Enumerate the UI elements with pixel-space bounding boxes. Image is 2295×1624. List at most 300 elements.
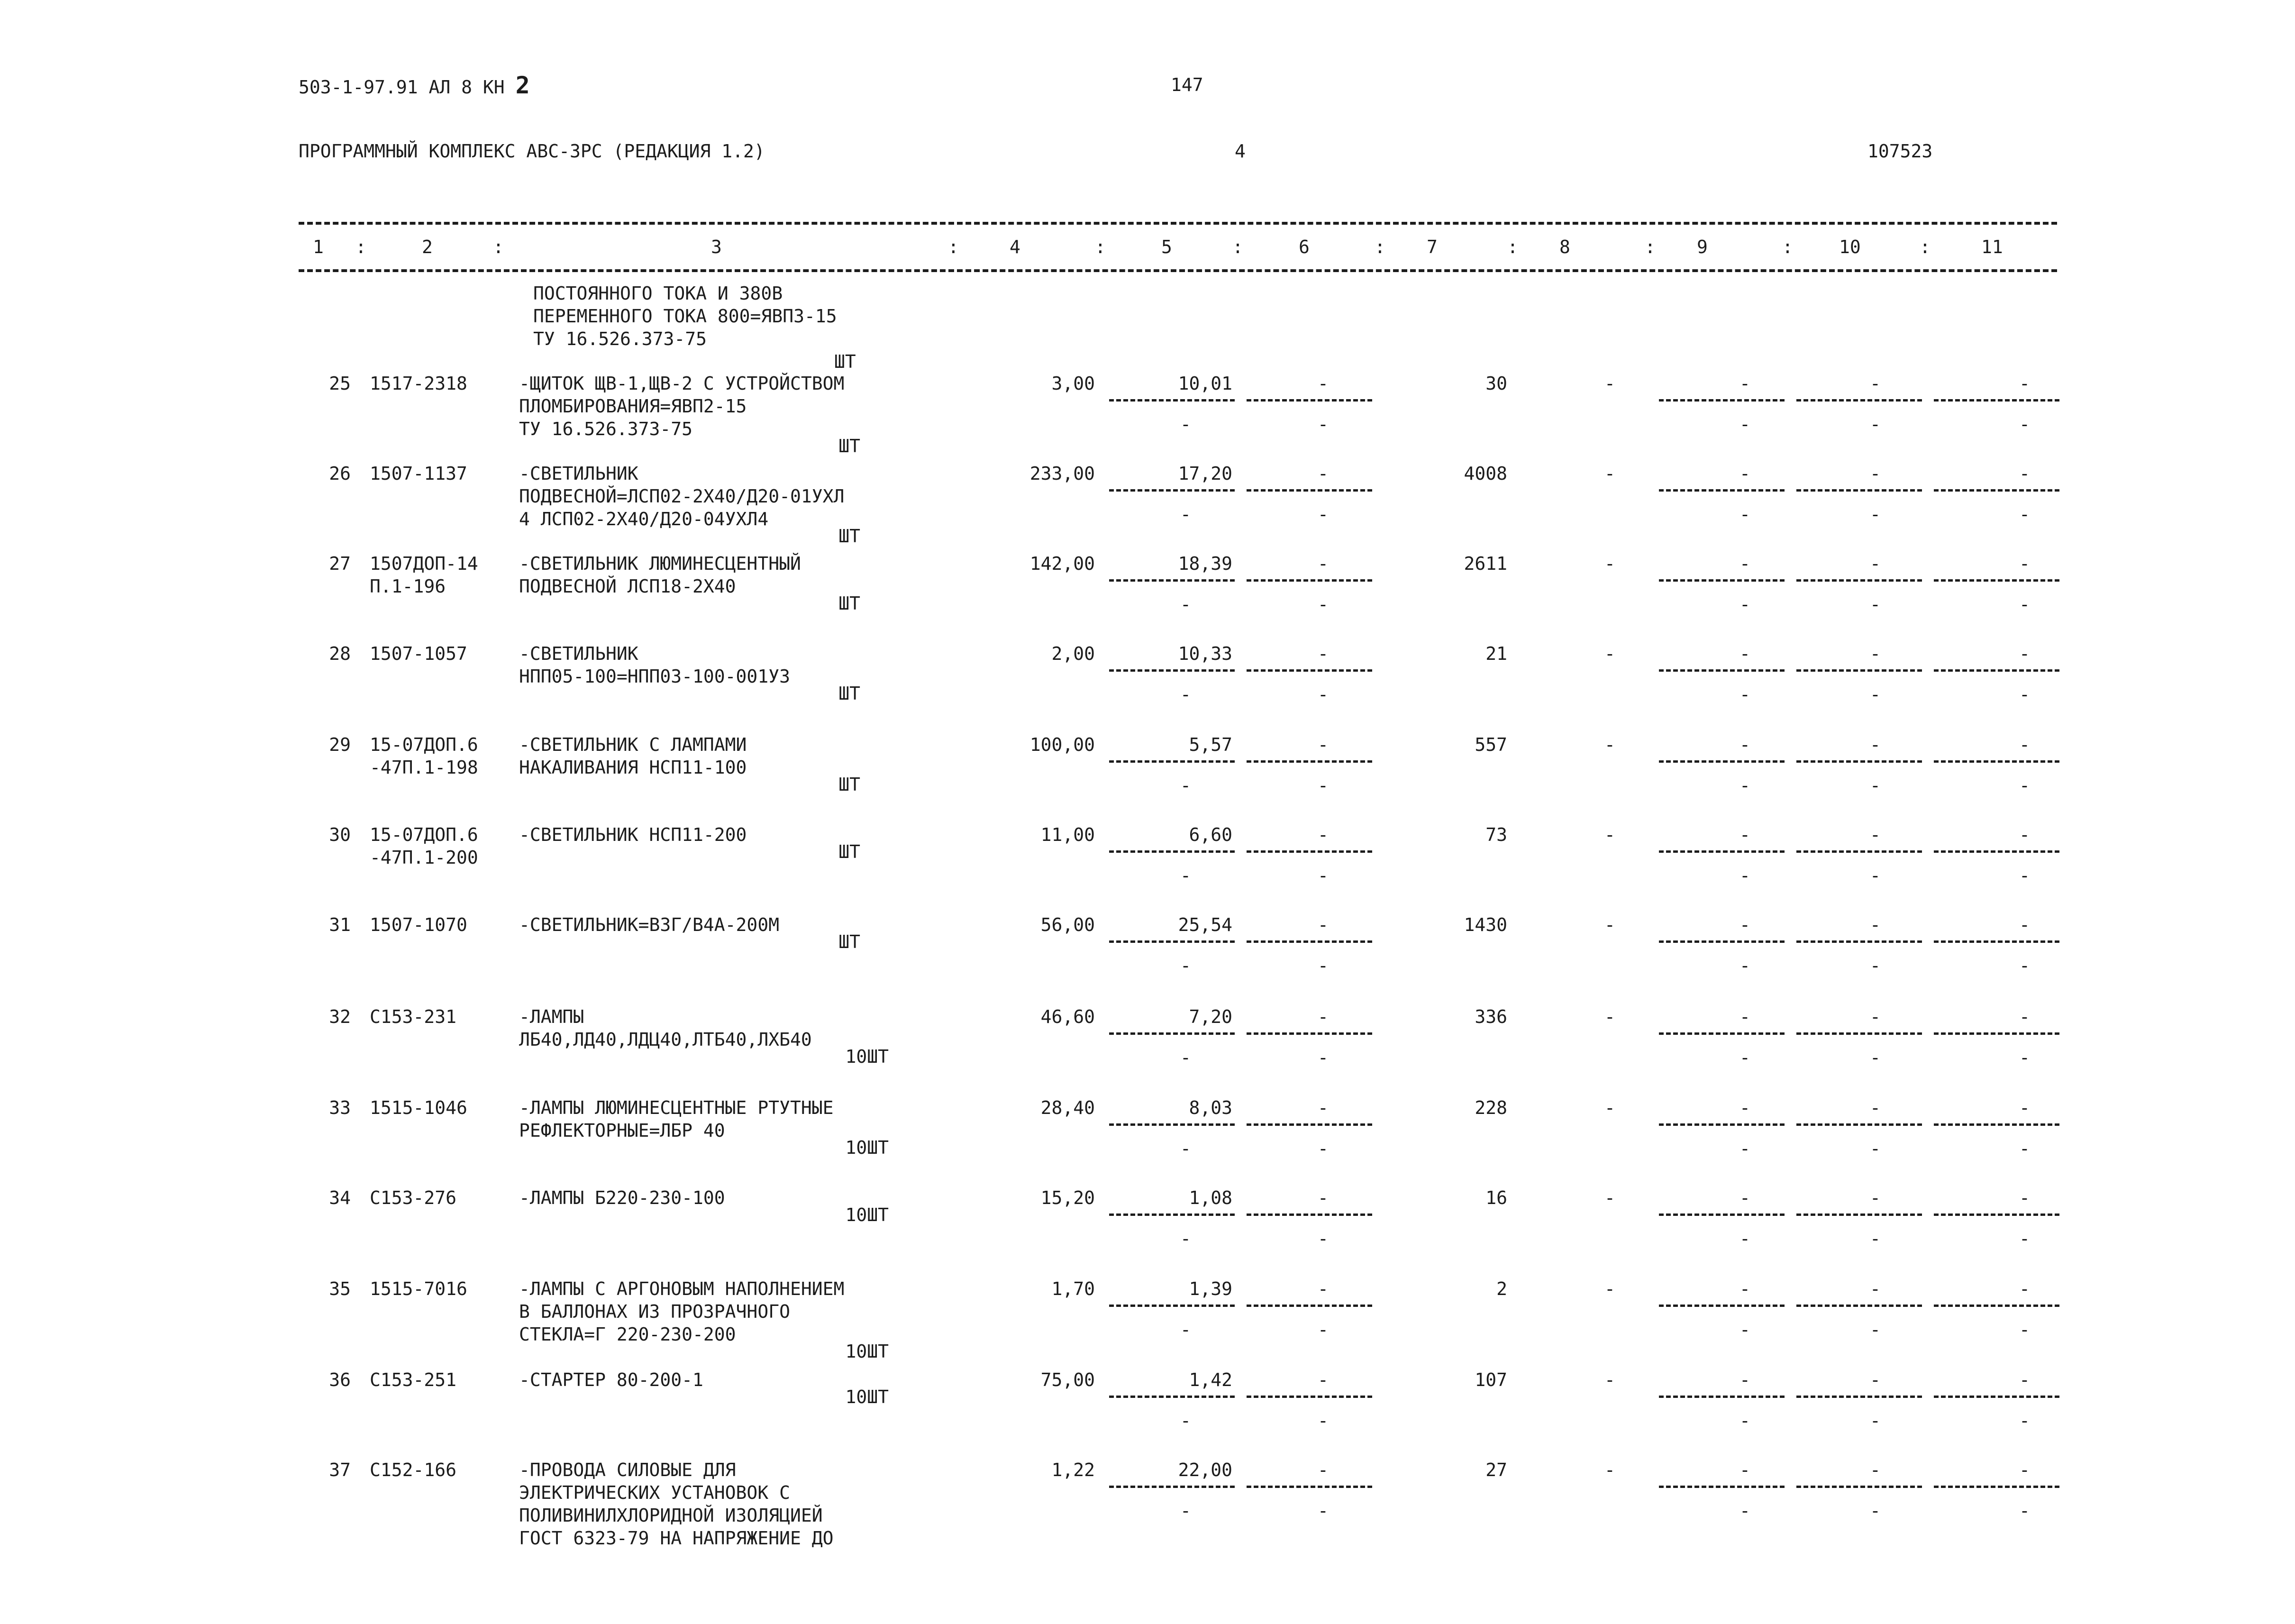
total-cost: 21 xyxy=(1485,643,1507,664)
column-header-9: 9 xyxy=(1697,237,1708,257)
item-description: НПП05-100=НПП03-100-001У3 xyxy=(519,666,790,687)
column-header-5: 5 xyxy=(1161,237,1172,257)
col9-subtotal-dash: - xyxy=(1739,865,1750,886)
subtotal-dash-line xyxy=(1659,1213,1785,1216)
col5-subtotal-dash: - xyxy=(1180,955,1191,976)
row-number: 36 xyxy=(329,1369,351,1390)
col10-subtotal-dash: - xyxy=(1870,865,1881,886)
col6-subtotal-dash: - xyxy=(1318,1410,1329,1431)
col5-subtotal-dash: - xyxy=(1180,1410,1191,1431)
col10-subtotal-dash: - xyxy=(1870,414,1881,435)
col8-dash: - xyxy=(1604,1369,1615,1390)
col10-dash: - xyxy=(1870,1460,1881,1480)
subtotal-dash-line xyxy=(1659,579,1785,582)
col9-subtotal-dash: - xyxy=(1739,1410,1750,1431)
quantity: 56,00 xyxy=(1040,914,1095,935)
total-cost: 2611 xyxy=(1464,553,1507,574)
col9-subtotal-dash: - xyxy=(1739,1047,1750,1068)
col9-dash: - xyxy=(1739,643,1750,664)
unit-of-measure: ШТ xyxy=(838,683,860,704)
item-description: ТУ 16.526.373-75 xyxy=(519,419,693,439)
quantity: 1,70 xyxy=(1051,1278,1095,1299)
item-description: ГОСТ 6323-79 НА НАПРЯЖЕНИЕ ДО xyxy=(519,1528,834,1549)
column-separator: : xyxy=(948,237,959,257)
column-separator: : xyxy=(1782,237,1793,257)
column-separator: : xyxy=(1645,237,1656,257)
item-description: -СВЕТИЛЬНИК С ЛАМПАМИ xyxy=(519,734,747,755)
item-description: ЛБ40,ЛД40,ЛДЦ40,ЛТБ40,ЛХБ40 xyxy=(519,1029,812,1050)
subtotal-dash-line xyxy=(1247,1396,1372,1398)
item-code: -47П.1-198 xyxy=(370,757,478,778)
col10-dash: - xyxy=(1870,643,1881,664)
col11-subtotal-dash: - xyxy=(2019,414,2030,435)
col6-dash: - xyxy=(1318,1369,1329,1390)
col6-subtotal-dash: - xyxy=(1318,1228,1329,1249)
row-number: 27 xyxy=(329,553,351,574)
col10-dash: - xyxy=(1870,373,1881,394)
col11-dash: - xyxy=(2019,1369,2030,1390)
unit-of-measure: 10ШТ xyxy=(845,1204,889,1225)
col10-subtotal-dash: - xyxy=(1870,1410,1881,1431)
subtotal-dash-line xyxy=(1934,850,2059,853)
subtotal-dash-line xyxy=(1247,579,1372,582)
total-cost: 73 xyxy=(1485,824,1507,845)
col10-dash: - xyxy=(1870,1187,1881,1208)
row-number: 26 xyxy=(329,463,351,484)
subtotal-dash-line xyxy=(1934,940,2059,943)
item-code: 1515-7016 xyxy=(370,1278,467,1299)
item-description: -ЩИТОК ЩВ-1,ЩВ-2 С УСТРОЙСТВОМ xyxy=(519,373,845,394)
subtotal-dash-line xyxy=(1659,1305,1785,1307)
unit-of-measure: 10ШТ xyxy=(845,1387,889,1407)
col6-dash: - xyxy=(1318,1278,1329,1299)
subtotal-dash-line xyxy=(1109,940,1235,943)
subtotal-dash-line xyxy=(1659,1486,1785,1488)
item-code: 15-07ДОП.6 xyxy=(370,734,478,755)
col5-subtotal-dash: - xyxy=(1180,1228,1191,1249)
col10-dash: - xyxy=(1870,824,1881,845)
subtotal-dash-line xyxy=(1934,760,2059,763)
column-separator: : xyxy=(493,237,504,257)
subtotal-dash-line xyxy=(1109,669,1235,672)
item-description: -ЛАМПЫ xyxy=(519,1006,584,1027)
col8-dash: - xyxy=(1604,734,1615,755)
unit-of-measure: ШТ xyxy=(838,593,860,614)
program-title: ПРОГРАММНЫЙ КОМПЛЕКС АВС-3РС (РЕДАКЦИЯ 1.2) xyxy=(299,141,765,162)
total-cost: 107 xyxy=(1475,1369,1507,1390)
quantity: 28,40 xyxy=(1040,1097,1095,1118)
column-separator: : xyxy=(1232,237,1243,257)
item-description: ПОЛИВИНИЛХЛОРИДНОЙ ИЗОЛЯЦИЕЙ xyxy=(519,1505,823,1526)
quantity: 2,00 xyxy=(1051,643,1095,664)
subtotal-dash-line xyxy=(1247,669,1372,672)
subtotal-dash-line xyxy=(1247,760,1372,763)
col10-subtotal-dash: - xyxy=(1870,1500,1881,1521)
item-description: -СТАРТЕР 80-200-1 xyxy=(519,1369,703,1390)
col8-dash: - xyxy=(1604,914,1615,935)
col11-subtotal-dash: - xyxy=(2019,1500,2030,1521)
col11-subtotal-dash: - xyxy=(2019,1138,2030,1159)
col6-dash: - xyxy=(1318,463,1329,484)
col9-dash: - xyxy=(1739,1369,1750,1390)
item-description: ЭЛЕКТРИЧЕСКИХ УСТАНОВОК С xyxy=(519,1482,790,1503)
col10-dash: - xyxy=(1870,1278,1881,1299)
subtotal-dash-line xyxy=(1934,1213,2059,1216)
col9-dash: - xyxy=(1739,1187,1750,1208)
subtotal-dash-line xyxy=(1796,1396,1922,1398)
item-description: В БАЛЛОНАХ ИЗ ПРОЗРАЧНОГО xyxy=(519,1301,790,1322)
item-description: ПЛОМБИРОВАНИЯ=ЯВП2-15 xyxy=(519,396,747,417)
col11-dash: - xyxy=(2019,734,2030,755)
col11-subtotal-dash: - xyxy=(2019,865,2030,886)
col5-subtotal-dash: - xyxy=(1180,594,1191,615)
quantity: 75,00 xyxy=(1040,1369,1095,1390)
col10-dash: - xyxy=(1870,463,1881,484)
col5-subtotal-dash: - xyxy=(1180,775,1191,796)
subtotal-dash-line xyxy=(1796,1123,1922,1126)
quantity: 1,22 xyxy=(1051,1460,1095,1480)
column-header-3: 3 xyxy=(711,237,722,257)
unit-cost: 5,57 xyxy=(1189,734,1232,755)
page-number: 4 xyxy=(1235,141,1246,162)
col9-dash: - xyxy=(1739,734,1750,755)
column-header-6: 6 xyxy=(1299,237,1310,257)
row-number: 30 xyxy=(329,824,351,845)
col6-dash: - xyxy=(1318,1187,1329,1208)
col5-subtotal-dash: - xyxy=(1180,1500,1191,1521)
col10-dash: - xyxy=(1870,914,1881,935)
unit-of-measure: ШТ xyxy=(838,774,860,795)
col6-dash: - xyxy=(1318,824,1329,845)
total-cost: 1430 xyxy=(1464,914,1507,935)
subtotal-dash-line xyxy=(1659,850,1785,853)
col10-dash: - xyxy=(1870,734,1881,755)
row-number: 32 xyxy=(329,1006,351,1027)
column-header-1: 1 xyxy=(313,237,324,257)
col9-dash: - xyxy=(1739,914,1750,935)
subtotal-dash-line xyxy=(1109,1032,1235,1035)
subtotal-dash-line xyxy=(1247,399,1372,401)
col9-subtotal-dash: - xyxy=(1739,684,1750,705)
column-separator: : xyxy=(1375,237,1385,257)
subtotal-dash-line xyxy=(1796,669,1922,672)
item-description: -СВЕТИЛЬНИК НСП11-200 xyxy=(519,824,747,845)
subtotal-dash-line xyxy=(1659,760,1785,763)
column-separator: : xyxy=(355,237,366,257)
subtotal-dash-line xyxy=(1659,1032,1785,1035)
subtotal-dash-line xyxy=(1934,489,2059,492)
col11-subtotal-dash: - xyxy=(2019,1410,2030,1431)
col6-subtotal-dash: - xyxy=(1318,594,1329,615)
subtotal-dash-line xyxy=(1109,1123,1235,1126)
column-separator: : xyxy=(1095,237,1106,257)
col6-dash: - xyxy=(1318,553,1329,574)
subtotal-dash-line xyxy=(1796,579,1922,582)
item-code: 1507ДОП-14 xyxy=(370,553,478,574)
quantity: 11,00 xyxy=(1040,824,1095,845)
column-header-8: 8 xyxy=(1559,237,1570,257)
row-number: 37 xyxy=(329,1460,351,1480)
subtotal-dash-line xyxy=(1247,1305,1372,1307)
item-code: 15-07ДОП.6 xyxy=(370,824,478,845)
subtotal-dash-line xyxy=(1796,489,1922,492)
subtotal-dash-line xyxy=(1796,940,1922,943)
document-number: 107523 xyxy=(1867,141,1933,162)
subtotal-dash-line xyxy=(1109,1305,1235,1307)
row-number: 34 xyxy=(329,1187,351,1208)
item-description: СТЕКЛА=Г 220-230-200 xyxy=(519,1324,736,1345)
col5-subtotal-dash: - xyxy=(1180,1319,1191,1340)
col11-dash: - xyxy=(2019,1097,2030,1118)
subtotal-dash-line xyxy=(1109,579,1235,582)
subtotal-dash-line xyxy=(1796,1486,1922,1488)
unit-cost: 8,03 xyxy=(1189,1097,1232,1118)
col11-dash: - xyxy=(2019,1278,2030,1299)
column-header-7: 7 xyxy=(1427,237,1438,257)
unit-cost: 1,42 xyxy=(1189,1369,1232,1390)
col9-subtotal-dash: - xyxy=(1739,594,1750,615)
subtotal-dash-line xyxy=(1247,489,1372,492)
total-cost: 16 xyxy=(1485,1187,1507,1208)
col9-dash: - xyxy=(1739,824,1750,845)
col8-dash: - xyxy=(1604,1187,1615,1208)
item-code: С152-166 xyxy=(370,1460,457,1480)
item-description: -ПРОВОДА СИЛОВЫЕ ДЛЯ xyxy=(519,1460,736,1480)
subtotal-dash-line xyxy=(1934,1396,2059,1398)
book-number: 2 xyxy=(515,72,530,99)
unit-cost: 25,54 xyxy=(1178,914,1232,935)
unit-of-measure: 10ШТ xyxy=(845,1046,889,1067)
unit-cost: 1,08 xyxy=(1189,1187,1232,1208)
unit-of-measure: ШТ xyxy=(838,931,860,952)
continuation-line: ТУ 16.526.373-75 xyxy=(533,328,707,349)
row-number: 31 xyxy=(329,914,351,935)
col6-subtotal-dash: - xyxy=(1318,1047,1329,1068)
col9-subtotal-dash: - xyxy=(1739,414,1750,435)
subtotal-dash-line xyxy=(1796,399,1922,401)
item-description: -СВЕТИЛЬНИК xyxy=(519,463,638,484)
col11-dash: - xyxy=(2019,824,2030,845)
item-description: -ЛАМПЫ ЛЮМИНЕСЦЕНТНЫЕ РТУТНЫЕ xyxy=(519,1097,834,1118)
subtotal-dash-line xyxy=(1659,399,1785,401)
unit-cost: 10,01 xyxy=(1178,373,1232,394)
subtotal-dash-line xyxy=(1796,1305,1922,1307)
col9-subtotal-dash: - xyxy=(1739,1138,1750,1159)
col9-dash: - xyxy=(1739,1460,1750,1480)
col10-dash: - xyxy=(1870,1369,1881,1390)
table-header-rule xyxy=(299,269,2057,272)
col8-dash: - xyxy=(1604,1460,1615,1480)
col6-dash: - xyxy=(1318,1097,1329,1118)
item-code: 1507-1057 xyxy=(370,643,467,664)
col9-subtotal-dash: - xyxy=(1739,1228,1750,1249)
unit-of-measure: 10ШТ xyxy=(845,1341,889,1362)
col6-subtotal-dash: - xyxy=(1318,775,1329,796)
col9-subtotal-dash: - xyxy=(1739,1319,1750,1340)
col8-dash: - xyxy=(1604,553,1615,574)
subtotal-dash-line xyxy=(1659,940,1785,943)
col10-dash: - xyxy=(1870,1097,1881,1118)
subtotal-dash-line xyxy=(1934,1123,2059,1126)
col10-subtotal-dash: - xyxy=(1870,1138,1881,1159)
item-description: ПОДВЕСНОЙ ЛСП18-2Х40 xyxy=(519,576,736,597)
subtotal-dash-line xyxy=(1796,850,1922,853)
col11-subtotal-dash: - xyxy=(2019,504,2030,525)
quantity: 46,60 xyxy=(1040,1006,1095,1027)
subtotal-dash-line xyxy=(1934,1486,2059,1488)
col6-dash: - xyxy=(1318,1460,1329,1480)
item-description: -СВЕТИЛЬНИК xyxy=(519,643,638,664)
quantity: 233,00 xyxy=(1029,463,1095,484)
col6-subtotal-dash: - xyxy=(1318,865,1329,886)
unit-of-measure: ШТ xyxy=(838,436,860,456)
item-code: 1517-2318 xyxy=(370,373,467,394)
subtotal-dash-line xyxy=(1109,489,1235,492)
subtotal-dash-line xyxy=(1247,850,1372,853)
item-code: 1507-1137 xyxy=(370,463,467,484)
row-number: 25 xyxy=(329,373,351,394)
subtotal-dash-line xyxy=(1247,940,1372,943)
item-code: С153-231 xyxy=(370,1006,457,1027)
col8-dash: - xyxy=(1604,373,1615,394)
item-code: 1507-1070 xyxy=(370,914,467,935)
subtotal-dash-line xyxy=(1659,1123,1785,1126)
row-number: 35 xyxy=(329,1278,351,1299)
subtotal-dash-line xyxy=(1934,579,2059,582)
subtotal-dash-line xyxy=(1247,1032,1372,1035)
col9-dash: - xyxy=(1739,1278,1750,1299)
continuation-line: ПОСТОЯННОГО ТОКА И 380В xyxy=(533,283,783,304)
item-description: РЕФЛЕКТОРНЫЕ=ЛБР 40 xyxy=(519,1120,725,1141)
col5-subtotal-dash: - xyxy=(1180,414,1191,435)
col11-dash: - xyxy=(2019,463,2030,484)
col11-subtotal-dash: - xyxy=(2019,1047,2030,1068)
table-top-rule xyxy=(299,222,2057,225)
total-cost: 30 xyxy=(1485,373,1507,394)
col8-dash: - xyxy=(1604,1006,1615,1027)
col10-subtotal-dash: - xyxy=(1870,1319,1881,1340)
col11-dash: - xyxy=(2019,914,2030,935)
col9-dash: - xyxy=(1739,463,1750,484)
col6-subtotal-dash: - xyxy=(1318,504,1329,525)
item-code: С153-276 xyxy=(370,1187,457,1208)
col6-subtotal-dash: - xyxy=(1318,1500,1329,1521)
col9-subtotal-dash: - xyxy=(1739,1500,1750,1521)
col5-subtotal-dash: - xyxy=(1180,865,1191,886)
quantity: 15,20 xyxy=(1040,1187,1095,1208)
subtotal-dash-line xyxy=(1934,399,2059,401)
column-separator: : xyxy=(1507,237,1518,257)
quantity: 142,00 xyxy=(1029,553,1095,574)
total-cost: 4008 xyxy=(1464,463,1507,484)
col11-dash: - xyxy=(2019,553,2030,574)
row-number: 28 xyxy=(329,643,351,664)
col9-dash: - xyxy=(1739,553,1750,574)
subtotal-dash-line xyxy=(1934,669,2059,672)
col8-dash: - xyxy=(1604,1097,1615,1118)
col6-dash: - xyxy=(1318,1006,1329,1027)
subtotal-dash-line xyxy=(1247,1213,1372,1216)
subtotal-dash-line xyxy=(1934,1305,2059,1307)
col10-subtotal-dash: - xyxy=(1870,775,1881,796)
subtotal-dash-line xyxy=(1109,1396,1235,1398)
col6-dash: - xyxy=(1318,914,1329,935)
column-header-2: 2 xyxy=(422,237,433,257)
total-cost: 336 xyxy=(1475,1006,1507,1027)
subtotal-dash-line xyxy=(1109,760,1235,763)
sheet-number: 147 xyxy=(1171,74,1203,95)
unit-cost: 18,39 xyxy=(1178,553,1232,574)
col6-dash: - xyxy=(1318,373,1329,394)
unit-of-measure: ШТ xyxy=(834,351,856,372)
col5-subtotal-dash: - xyxy=(1180,1138,1191,1159)
col6-subtotal-dash: - xyxy=(1318,1138,1329,1159)
subtotal-dash-line xyxy=(1109,850,1235,853)
total-cost: 557 xyxy=(1475,734,1507,755)
column-separator: : xyxy=(1920,237,1931,257)
col11-subtotal-dash: - xyxy=(2019,594,2030,615)
row-number: 33 xyxy=(329,1097,351,1118)
item-description: 4 ЛСП02-2Х40/Д20-04УХЛ4 xyxy=(519,509,769,529)
unit-of-measure: 10ШТ xyxy=(845,1137,889,1158)
subtotal-dash-line xyxy=(1934,1032,2059,1035)
row-number: 29 xyxy=(329,734,351,755)
unit-of-measure: ШТ xyxy=(838,841,860,862)
col11-subtotal-dash: - xyxy=(2019,1228,2030,1249)
col10-dash: - xyxy=(1870,553,1881,574)
column-header-11: 11 xyxy=(1981,237,2003,257)
col6-subtotal-dash: - xyxy=(1318,684,1329,705)
col9-subtotal-dash: - xyxy=(1739,775,1750,796)
col6-subtotal-dash: - xyxy=(1318,955,1329,976)
total-cost: 228 xyxy=(1475,1097,1507,1118)
col11-subtotal-dash: - xyxy=(2019,955,2030,976)
column-header-4: 4 xyxy=(1010,237,1020,257)
col8-dash: - xyxy=(1604,643,1615,664)
col9-dash: - xyxy=(1739,373,1750,394)
item-description: ПОДВЕСНОЙ=ЛСП02-2Х40/Д20-01УХЛ xyxy=(519,486,845,507)
col11-subtotal-dash: - xyxy=(2019,684,2030,705)
col8-dash: - xyxy=(1604,824,1615,845)
col9-subtotal-dash: - xyxy=(1739,504,1750,525)
col6-subtotal-dash: - xyxy=(1318,1319,1329,1340)
subtotal-dash-line xyxy=(1659,669,1785,672)
item-code: 1515-1046 xyxy=(370,1097,467,1118)
unit-cost: 7,20 xyxy=(1189,1006,1232,1027)
total-cost: 27 xyxy=(1485,1460,1507,1480)
subtotal-dash-line xyxy=(1247,1123,1372,1126)
subtotal-dash-line xyxy=(1109,399,1235,401)
subtotal-dash-line xyxy=(1659,489,1785,492)
quantity: 100,00 xyxy=(1029,734,1095,755)
col11-dash: - xyxy=(2019,1460,2030,1480)
col11-subtotal-dash: - xyxy=(2019,775,2030,796)
subtotal-dash-line xyxy=(1796,1032,1922,1035)
item-description: -ЛАМПЫ Б220-230-100 xyxy=(519,1187,725,1208)
item-description: -СВЕТИЛЬНИК=ВЗГ/В4А-200М xyxy=(519,914,780,935)
subtotal-dash-line xyxy=(1796,1213,1922,1216)
subtotal-dash-line xyxy=(1109,1213,1235,1216)
item-code: П.1-196 xyxy=(370,576,446,597)
col6-subtotal-dash: - xyxy=(1318,414,1329,435)
continuation-line: ПЕРЕМЕННОГО ТОКА 800=ЯВП3-15 xyxy=(533,306,837,327)
col5-subtotal-dash: - xyxy=(1180,1047,1191,1068)
col10-subtotal-dash: - xyxy=(1870,1047,1881,1068)
unit-cost: 1,39 xyxy=(1189,1278,1232,1299)
col11-dash: - xyxy=(2019,1187,2030,1208)
col11-dash: - xyxy=(2019,373,2030,394)
col6-dash: - xyxy=(1318,643,1329,664)
